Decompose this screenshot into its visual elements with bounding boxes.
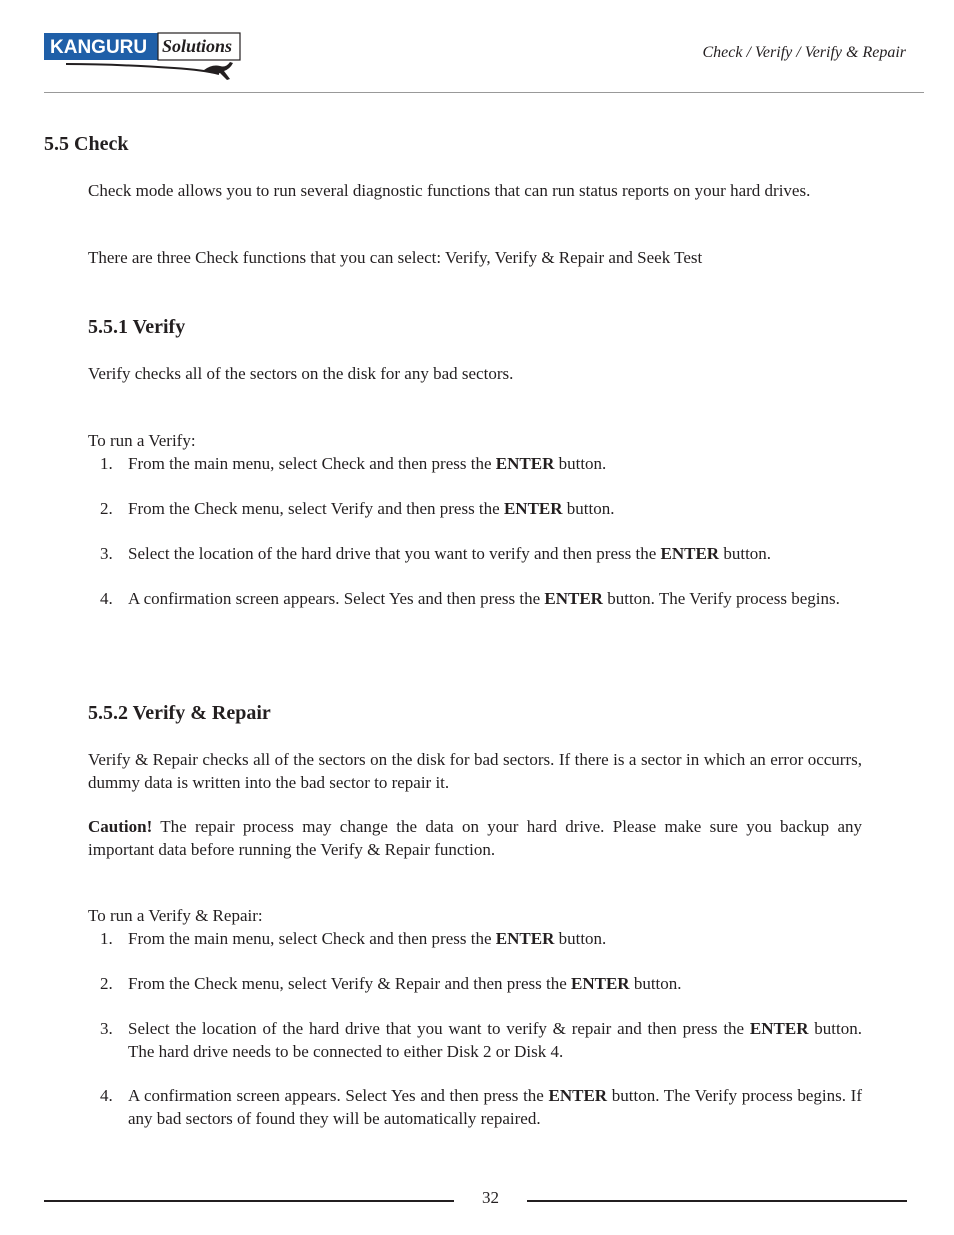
kangaroo-icon <box>204 62 233 80</box>
list-item-text: From the main menu, select Check and then press the ENTER button. <box>128 454 607 473</box>
page-number: 32 <box>482 1188 499 1207</box>
list-item-number: 1. <box>100 454 113 473</box>
section-heading-verify: 5.5.1 Verify <box>88 316 186 338</box>
section-heading-verify-repair: 5.5.2 Verify & Repair <box>88 702 271 724</box>
footer-rule-left <box>44 1200 454 1202</box>
list-item-text: From the Check menu, select Verify & Repair and then press the ENTER button. <box>128 974 682 993</box>
logo-brand-text: KANGURU <box>50 37 148 58</box>
header-title: Check / Verify / Verify & Repair <box>702 44 906 61</box>
list-item-number: 2. <box>100 974 113 993</box>
list-item-text: From the Check menu, select Verify and then press the ENTER button. <box>128 499 615 518</box>
verify-repair-description: Verify & Repair checks all of the sectors on the disk for bad sectors. If there is a sector in which an error occurrs, dummy data is written into the bad sector to repair it. <box>88 750 862 792</box>
verify-description: Verify checks all of the sectors on the disk for any bad sectors. <box>88 364 514 383</box>
section-heading-check: 5.5 Check <box>44 133 129 155</box>
caution-note <box>88 816 862 861</box>
list-item-number: 4. <box>100 589 113 608</box>
header-divider <box>44 92 924 93</box>
list-item-number: 4. <box>100 1086 113 1105</box>
verify-steps-intro: To run a Verify: <box>88 431 196 450</box>
list-item-number: 2. <box>100 499 113 518</box>
list-item-text: Select the location of the hard drive that you want to verify & repair and then press the ENTER button. The hard drive needs to be connected to either Disk 2 or Disk 4. <box>128 1019 862 1061</box>
caution-text: The repair process may change the data on your hard drive. Please make sure you backup any important data before running the Verify & Repair function. <box>88 817 862 859</box>
check-intro-paragraph: Check mode allows you to run several diagnostic functions that can run status reports on your hard drives. <box>88 181 811 200</box>
list-item-text: A confirmation screen appears. Select Yes and then press the ENTER button. The Verify process begins. If any bad sectors of found they will be automatically repaired. <box>128 1086 863 1128</box>
check-functions-paragraph: There are three Check functions that you can select: Verify, Verify & Repair and Seek Test <box>88 248 703 267</box>
footer-rule-right <box>527 1200 907 1202</box>
verify-repair-steps-intro: To run a Verify & Repair: <box>88 906 263 925</box>
caution-label: Caution! <box>88 817 153 836</box>
list-item-text: Select the location of the hard drive that you want to verify and then press the ENTER button. <box>128 544 772 563</box>
list-item-number: 3. <box>100 1019 113 1038</box>
kanguru-solutions-logo <box>44 30 242 88</box>
list-item-text: From the main menu, select Check and then press the ENTER button. <box>128 929 607 948</box>
logo-suffix-text: Solutions <box>162 36 233 56</box>
list-item-number: 3. <box>100 544 113 563</box>
list-item-text: A confirmation screen appears. Select Yes and then press the ENTER button. The Verify process begins. <box>128 589 840 608</box>
list-item-number: 1. <box>100 929 113 948</box>
